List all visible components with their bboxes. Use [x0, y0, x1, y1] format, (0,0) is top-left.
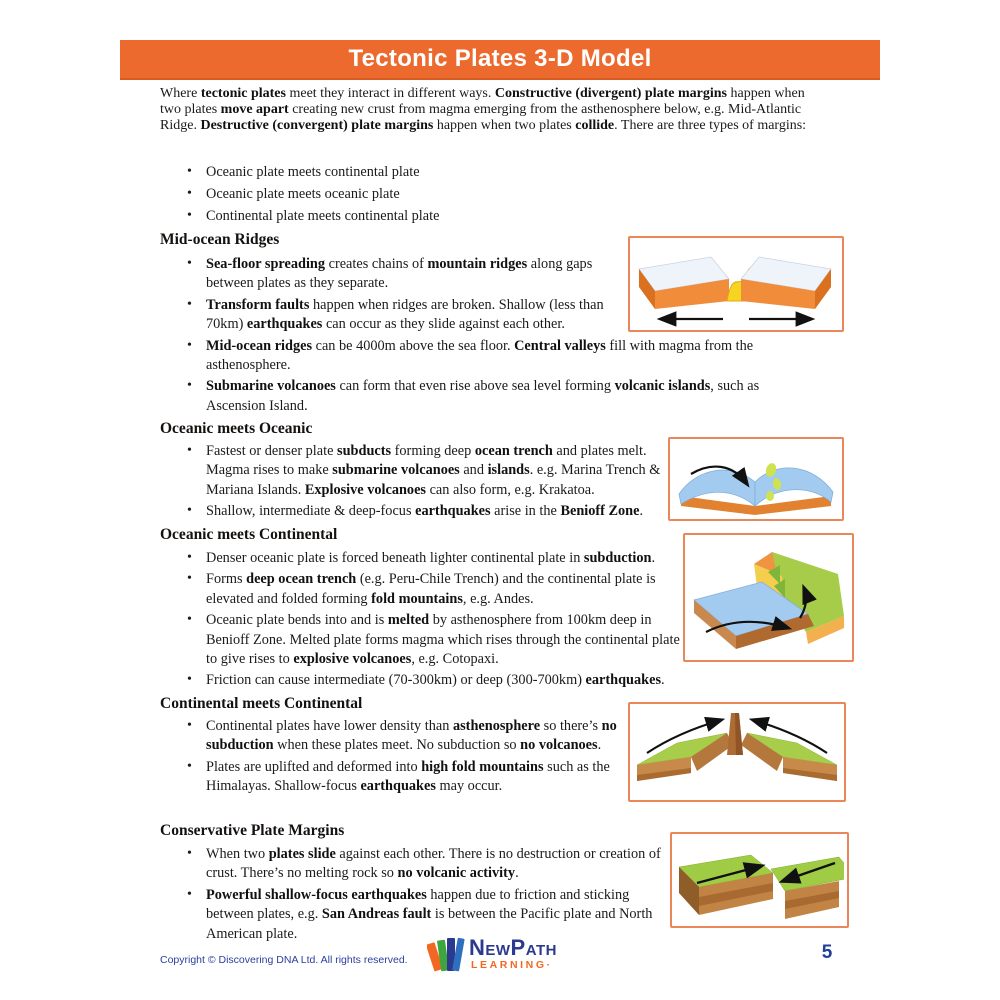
- list-item: • Friction can cause intermediate (70-300km) or deep (300-700km) earthquakes.: [206, 671, 688, 690]
- oceanic-continental-illustration: [688, 538, 849, 657]
- section-heading-conservative-plate-margins: Conservative Plate Margins: [160, 822, 345, 839]
- list-item: • Oceanic plate bends into and is melted by asthenosphere from 100km deep in Benioff Zone. Melted plate forms magma which rises through the continental plate to give rises to explosive volcanoes, e.g. Cotopaxi.: [206, 611, 688, 669]
- section-list-oceanic-meets-continental: [160, 549, 688, 693]
- list-item: • Continental plates have lower density than asthenosphere so there’s no subduction when these plates meet. No subduction so no volcanoes.: [206, 717, 632, 756]
- oceanic-oceanic-illustration: [673, 442, 839, 516]
- section-heading-mid-ocean-ridges: Mid-ocean Ridges: [160, 231, 280, 248]
- figure-mid-ocean-ridge-model: [628, 236, 844, 332]
- section-heading-oceanic-meets-oceanic: Oceanic meets Oceanic: [160, 420, 313, 437]
- logo-primary-text: NewPath: [469, 935, 557, 961]
- section-heading-continental-meets-continental: Continental meets Continental: [160, 695, 363, 712]
- continental-continental-illustration: [633, 707, 841, 797]
- list-item: • When two plates slide against each other. There is no destruction or creation of crust. There’s no melting rock so no volcanic activity.: [206, 845, 670, 884]
- figure-continental-meets-continental-model: [628, 702, 846, 802]
- list-item: • Submarine volcanoes can form that even rise above sea level forming volcanic islands, such as Ascension Island.: [206, 377, 778, 416]
- list-item: • Oceanic plate meets continental plate: [206, 163, 806, 182]
- copyright-text: Copyright © Discovering DNA Ltd. All rights reserved.: [160, 954, 408, 966]
- list-item: • Mid-ocean ridges can be 4000m above the sea floor. Central valleys fill with magma from the asthenosphere.: [206, 337, 778, 376]
- logo-secondary-text: LEARNING·: [471, 959, 553, 972]
- page-number: 5: [821, 942, 833, 963]
- list-item: • Fastest or denser plate subducts forming deep ocean trench and plates melt. Magma rises to make submarine volcanoes and islands. e.g. Marina Trench & Mariana Islands. Explosive volcanoes can also form, e.g. Krakatoa.: [206, 442, 666, 500]
- list-item: • Continental plate meets continental plate: [206, 207, 806, 226]
- list-item: • Transform faults happen when ridges are broken. Shallow (less than 70km) earthquakes can occur as they slide against each other.: [206, 296, 612, 335]
- section-list-conservative-plate-margins: [160, 845, 670, 946]
- list-item: • Shallow, intermediate & deep-focus earthquakes arise in the Benioff Zone.: [206, 502, 666, 521]
- list-item: • Plates are uplifted and deformed into high fold mountains such as the Himalayas. Shallow-focus earthquakes may occur.: [206, 758, 632, 797]
- logo-text: [469, 937, 557, 971]
- mid-ocean-ridge-illustration: [633, 241, 839, 327]
- section-list-oceanic-meets-oceanic: [160, 442, 666, 524]
- figure-oceanic-meets-oceanic-model: [668, 437, 844, 521]
- margin-types-list: [160, 163, 806, 229]
- list-item: • Denser oceanic plate is forced beneath lighter continental plate in subduction.: [206, 549, 688, 568]
- page-title: Tectonic Plates 3-D Model: [348, 45, 652, 72]
- books-icon: [427, 933, 465, 975]
- section-list-continental-meets-continental: [160, 717, 632, 799]
- list-item: • Oceanic plate meets oceanic plate: [206, 185, 806, 204]
- figure-oceanic-meets-continental-model: [683, 533, 854, 662]
- title-banner: [120, 40, 880, 80]
- list-item: • Sea-floor spreading creates chains of mountain ridges along gaps between plates as they separate.: [206, 255, 612, 294]
- intro-paragraph: Where tectonic plates meet they interact in different ways. Constructive (divergent) plate margins happen when two plates move apart creating new crust from magma emerging from the asthenosphere below, e.g. Mid-Atlantic Ridge. Destructive (convergent) plate margins happen when two plates collide. There are three types of margins:: [160, 86, 807, 133]
- list-item: • Powerful shallow-focus earthquakes happen due to friction and sticking between plates, e.g. San Andreas fault is between the Pacific plate and North American plate.: [206, 886, 670, 944]
- list-item: • Forms deep ocean trench (e.g. Peru-Chile Trench) and the continental plate is elevated and folded forming fold mountains, e.g. Andes.: [206, 570, 688, 609]
- conservative-margin-illustration: [675, 837, 844, 923]
- section-heading-oceanic-meets-continental: Oceanic meets Continental: [160, 526, 338, 543]
- figure-conservative-plate-margin-model: [670, 832, 849, 928]
- newpath-learning-logo: [427, 933, 557, 975]
